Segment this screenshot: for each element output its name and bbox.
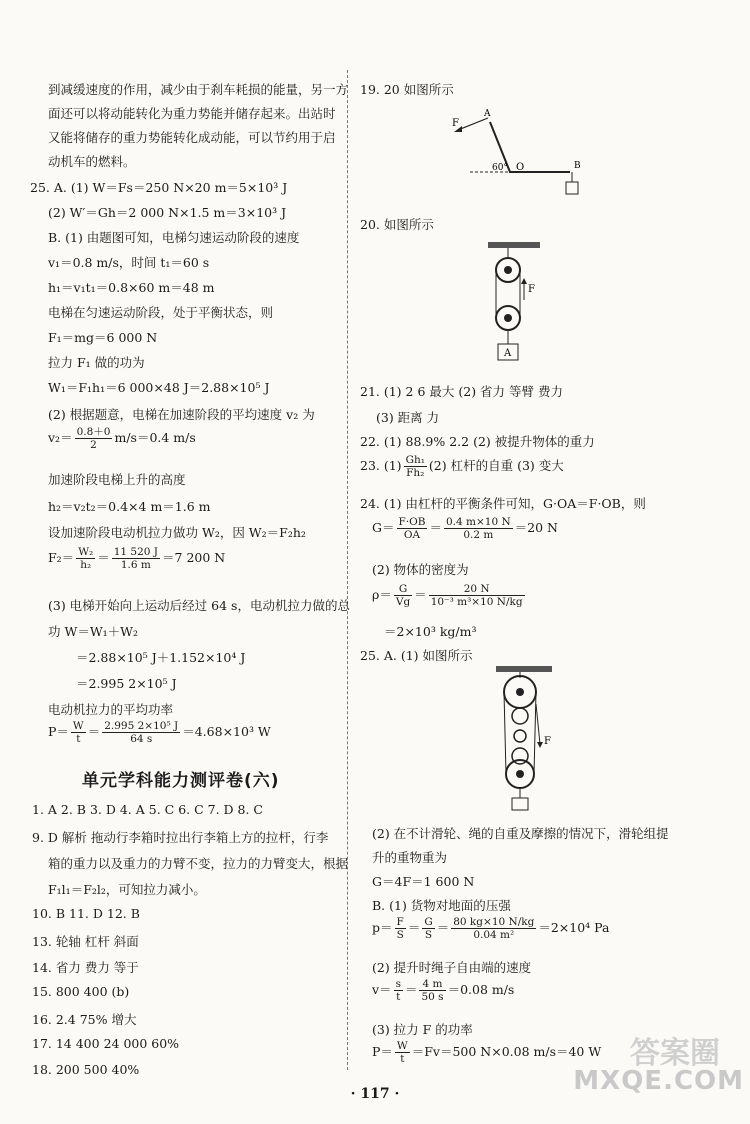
fig20-pulley-diagram bbox=[480, 240, 550, 370]
p-den-1: t bbox=[76, 733, 81, 746]
q25-line: 25. A. (1) 如图所示 bbox=[360, 648, 473, 663]
text-line: 又能将储存的重力势能转化成动能，可以节约用于启 bbox=[48, 130, 336, 145]
fig25-rope-left bbox=[504, 692, 506, 774]
q18-answers: 18. 200 500 40% bbox=[32, 1062, 140, 1077]
g-rhs: ＝20 N bbox=[514, 520, 558, 536]
fig25-label-f: F bbox=[544, 736, 551, 747]
f2-fraction-1 bbox=[76, 546, 95, 571]
q3-line3: ＝2.88×10⁵ J＋1.152×10⁴ J bbox=[76, 650, 246, 665]
q9-line1: 9. D 解析 拖动行李箱时拉出行李箱上方的拉杆，行李 bbox=[32, 830, 329, 845]
v2-lhs: v₂＝ bbox=[48, 430, 73, 446]
text-line: 面还可以将动能转化为重力势能并储存起来。出站时 bbox=[48, 106, 336, 121]
q17-answers: 17. 14 400 24 000 60% bbox=[32, 1036, 180, 1051]
f2-eq: ＝ bbox=[97, 550, 110, 566]
pressure-den-2: S bbox=[424, 929, 433, 942]
v2-fraction bbox=[75, 426, 113, 451]
velocity-num-2: 4 m bbox=[419, 978, 445, 991]
q21-line1: 21. (1) 2 6 最大 (2) 省力 等臂 费力 bbox=[360, 384, 563, 399]
q25b-line: B. (1) 由题图可知，电梯匀速运动阶段的速度 bbox=[48, 230, 300, 245]
q23-line bbox=[360, 454, 564, 479]
g-num-2: 0.4 m×10 N bbox=[445, 516, 511, 528]
b1-line: B. (1) 货物对地面的压强 bbox=[372, 898, 511, 913]
w1-line: W₁＝F₁h₁＝6 000×48 J＝2.88×10⁵ J bbox=[48, 380, 270, 395]
power-line: 电动机拉力的平均功率 bbox=[48, 702, 174, 717]
pressure-formula bbox=[372, 916, 609, 941]
fig19-label-o: O bbox=[516, 162, 525, 173]
velocity-fraction-1 bbox=[394, 978, 403, 1003]
velocity-fraction-2 bbox=[419, 978, 445, 1003]
watermark-text: MXQE.COM bbox=[573, 1066, 744, 1096]
q23-rhs: (2) 杠杆的自重 (3) 变大 bbox=[428, 458, 564, 474]
set-line: 设加速阶段电动机拉力做功 W₂，因 W₂＝F₂h₂ bbox=[48, 525, 306, 540]
pressure-den-3: 0.04 m² bbox=[473, 929, 515, 942]
g-fraction-2 bbox=[444, 516, 513, 541]
q24-line2: (2) 物体的密度为 bbox=[372, 562, 469, 577]
pressure-num-3: 80 kg×10 N/kg bbox=[453, 916, 535, 928]
fig19-block bbox=[566, 182, 578, 194]
q3-line1: (3) 电梯开始向上运动后经过 64 s，电动机拉力做的总 bbox=[48, 598, 350, 613]
p-lhs: P＝ bbox=[48, 724, 69, 740]
text-line: 动机车的燃料。 bbox=[48, 154, 136, 169]
q23-fraction bbox=[404, 454, 427, 479]
fig25-pulley-diagram bbox=[490, 664, 560, 814]
rho-den-1: Vg bbox=[395, 596, 411, 609]
f2-num-1: W₂ bbox=[78, 546, 94, 558]
fig19-label-a: A bbox=[484, 109, 491, 119]
pressure-den-1: S bbox=[396, 929, 404, 942]
q3-line4: ＝2.995 2×10⁵ J bbox=[76, 676, 177, 691]
pressure-fraction-2 bbox=[422, 916, 434, 941]
avg-line: (2) 根据题意，电梯在加速阶段的平均速度 v₂ 为 bbox=[48, 407, 315, 422]
fig25-moving-axle bbox=[516, 770, 524, 778]
g-lhs: G＝ bbox=[372, 520, 395, 536]
f2-den-2: 1.6 m bbox=[120, 559, 151, 572]
pressure-eq-1: ＝ bbox=[407, 920, 421, 936]
q25a-line2: (2) W′＝Gh＝2 000 N×1.5 m＝3×10³ J bbox=[48, 205, 287, 220]
fig19-lever-diagram bbox=[440, 100, 600, 205]
q23-denominator: Fh₂ bbox=[406, 467, 425, 480]
q19-line: 19. 20 如图所示 bbox=[360, 82, 454, 97]
power-den: t bbox=[400, 1053, 405, 1066]
q14-answers: 14. 省力 费力 等于 bbox=[32, 960, 139, 975]
p-formula bbox=[48, 720, 271, 745]
fig25-force-line bbox=[536, 704, 540, 744]
pressure-num-2: G bbox=[424, 916, 433, 928]
g-den-2: 0.2 m bbox=[463, 529, 494, 542]
q25-2-line1: (2) 在不计滑轮、绳的自重及摩擦的情况下，滑轮组提 bbox=[372, 826, 669, 841]
watermark-logo: 答案圈 bbox=[630, 1036, 720, 1071]
g-fraction-1 bbox=[397, 516, 428, 541]
velocity-rhs: ＝0.08 m/s bbox=[447, 982, 515, 998]
p-rhs: ＝4.68×10³ W bbox=[182, 724, 271, 740]
v2-rhs: m/s＝0.4 m/s bbox=[114, 430, 196, 446]
fig25-small-pulley-1 bbox=[512, 708, 528, 724]
g-formula bbox=[372, 516, 558, 541]
q23-numerator: Gh₁ bbox=[405, 454, 425, 466]
fig20-label-a: A bbox=[504, 348, 512, 359]
p-num-2: 2.995 2×10⁵ J bbox=[104, 720, 179, 732]
h1-line: h₁＝v₁t₁＝0.8×60 m＝48 m bbox=[48, 280, 215, 295]
rho-fraction-2 bbox=[429, 583, 525, 608]
b2-line: (2) 提升时绳子自由端的速度 bbox=[372, 960, 532, 975]
fig20-arrowhead bbox=[521, 278, 527, 284]
q23-lhs: 23. (1) bbox=[360, 458, 402, 474]
fig25-ceiling bbox=[496, 666, 552, 672]
fig20-fixed-axle bbox=[504, 266, 512, 274]
p-fraction-1 bbox=[71, 720, 86, 745]
power-formula bbox=[372, 1040, 601, 1065]
q15-answers: 15. 800 400 (b) bbox=[32, 984, 130, 999]
p-num-1: W bbox=[72, 720, 84, 732]
fig19-label-f: F bbox=[452, 118, 459, 129]
pressure-num-1: F bbox=[396, 916, 404, 928]
pressure-rhs: ＝2×10⁴ Pa bbox=[538, 920, 610, 936]
q25a-line1: 25. A. (1) W＝Fs＝250 N×20 m＝5×10³ J bbox=[30, 180, 288, 195]
column-divider bbox=[347, 70, 348, 1070]
q24-line1: 24. (1) 由杠杆的平衡条件可知，G·OA＝F·OB，则 bbox=[360, 496, 646, 511]
q3-line2: 功 W＝W₁＋W₂ bbox=[48, 624, 139, 639]
rho-result: ＝2×10³ kg/m³ bbox=[384, 624, 477, 639]
power-lhs: P＝ bbox=[372, 1044, 393, 1060]
fig25-arrowhead bbox=[537, 742, 543, 748]
g4f-line: G＝4F＝1 600 N bbox=[372, 874, 475, 889]
q21-line2: (3) 距离 力 bbox=[376, 410, 440, 425]
q9-line3: F₁l₁＝F₂l₂，可知拉力减小。 bbox=[48, 882, 206, 897]
power-num: W bbox=[396, 1040, 408, 1052]
v2-denominator: 2 bbox=[90, 439, 97, 452]
mc-answers: 1. A 2. B 3. D 4. A 5. C 6. C 7. D 8. C bbox=[32, 802, 263, 817]
work-line: 拉力 F₁ 做的功为 bbox=[48, 355, 145, 370]
fig25-block bbox=[512, 798, 528, 810]
q22-line: 22. (1) 88.9% 2.2 (2) 被提升物体的重力 bbox=[360, 434, 595, 449]
rho-den-2: 10⁻³ m³×10 N/kg bbox=[430, 596, 523, 609]
q20-line: 20. 如图所示 bbox=[360, 217, 434, 232]
fig25-small-pulley-2 bbox=[514, 730, 526, 742]
fig20-ceiling bbox=[488, 242, 540, 248]
rho-eq: ＝ bbox=[414, 587, 427, 603]
fig19-label-b: B bbox=[574, 161, 581, 171]
velocity-num-1: s bbox=[395, 978, 401, 990]
p-eq: ＝ bbox=[87, 724, 101, 740]
q16-answers: 16. 2.4 75% 增大 bbox=[32, 1012, 137, 1027]
g-num-1: F·OB bbox=[398, 516, 426, 528]
fig20-moving-axle bbox=[504, 314, 512, 322]
f2-lhs: F₂＝ bbox=[48, 550, 75, 566]
q9-line2: 箱的重力以及重力的力臂不变，拉力的力臂变大，根据 bbox=[48, 856, 349, 871]
velocity-eq: ＝ bbox=[404, 982, 418, 998]
velocity-formula bbox=[372, 978, 514, 1003]
fig19-force-line bbox=[458, 118, 488, 130]
section-heading: 单元学科能力测评卷(六) bbox=[82, 771, 280, 791]
pressure-fraction-3 bbox=[451, 916, 536, 941]
p-den-2: 64 s bbox=[130, 733, 153, 746]
velocity-den-2: 50 s bbox=[421, 991, 444, 1004]
text-line: 到减缓速度的作用，减少由于刹车耗损的能量，另一方 bbox=[48, 82, 349, 97]
rho-fraction-1 bbox=[394, 583, 412, 608]
page-number: · 117 · bbox=[350, 1086, 400, 1102]
q13-answers: 13. 轮轴 杠杆 斜面 bbox=[32, 934, 139, 949]
q10-answers: 10. B 11. D 12. B bbox=[32, 906, 140, 921]
fig20-label-f: F bbox=[528, 284, 535, 295]
b3-line: (3) 拉力 F 的功率 bbox=[372, 1022, 473, 1037]
v2-numerator: 0.8＋0 bbox=[76, 426, 111, 438]
velocity-den-1: t bbox=[396, 991, 401, 1004]
h2-line: h₂＝v₂t₂＝0.4×4 m＝1.6 m bbox=[48, 499, 211, 514]
g-den-1: OA bbox=[403, 529, 421, 542]
rho-formula bbox=[372, 583, 527, 608]
f2-den-1: h₂ bbox=[80, 559, 92, 572]
v2-formula bbox=[48, 426, 196, 451]
pressure-eq-2: ＝ bbox=[436, 920, 450, 936]
f1-line: F₁＝mg＝6 000 N bbox=[48, 330, 158, 345]
f2-num-2: 11 520 J bbox=[113, 546, 159, 558]
rho-num-2: 20 N bbox=[429, 583, 525, 596]
p-fraction-2 bbox=[102, 720, 180, 745]
rho-lhs: ρ＝ bbox=[372, 587, 392, 603]
f2-formula bbox=[48, 546, 225, 571]
power-rhs: ＝Fv＝500 N×0.08 m/s＝40 W bbox=[411, 1044, 602, 1060]
g-eq: ＝ bbox=[429, 520, 442, 536]
pressure-lhs: p＝ bbox=[372, 920, 393, 936]
v1-line: v₁＝0.8 m/s，时间 t₁＝60 s bbox=[48, 255, 210, 270]
velocity-lhs: v＝ bbox=[372, 982, 392, 998]
pressure-fraction-1 bbox=[395, 916, 406, 941]
f2-fraction-2 bbox=[112, 546, 160, 571]
fig19-label-angle: 60° bbox=[492, 163, 508, 173]
q25-2-line2: 升的重物重为 bbox=[372, 850, 448, 865]
balance-line: 电梯在匀速运动阶段，处于平衡状态，则 bbox=[48, 305, 274, 320]
rho-num-1: G bbox=[394, 583, 412, 596]
acc-line: 加速阶段电梯上升的高度 bbox=[48, 472, 186, 487]
f2-rhs: ＝7 200 N bbox=[162, 550, 226, 566]
fig25-fixed-axle bbox=[516, 688, 524, 696]
power-fraction bbox=[395, 1040, 410, 1065]
